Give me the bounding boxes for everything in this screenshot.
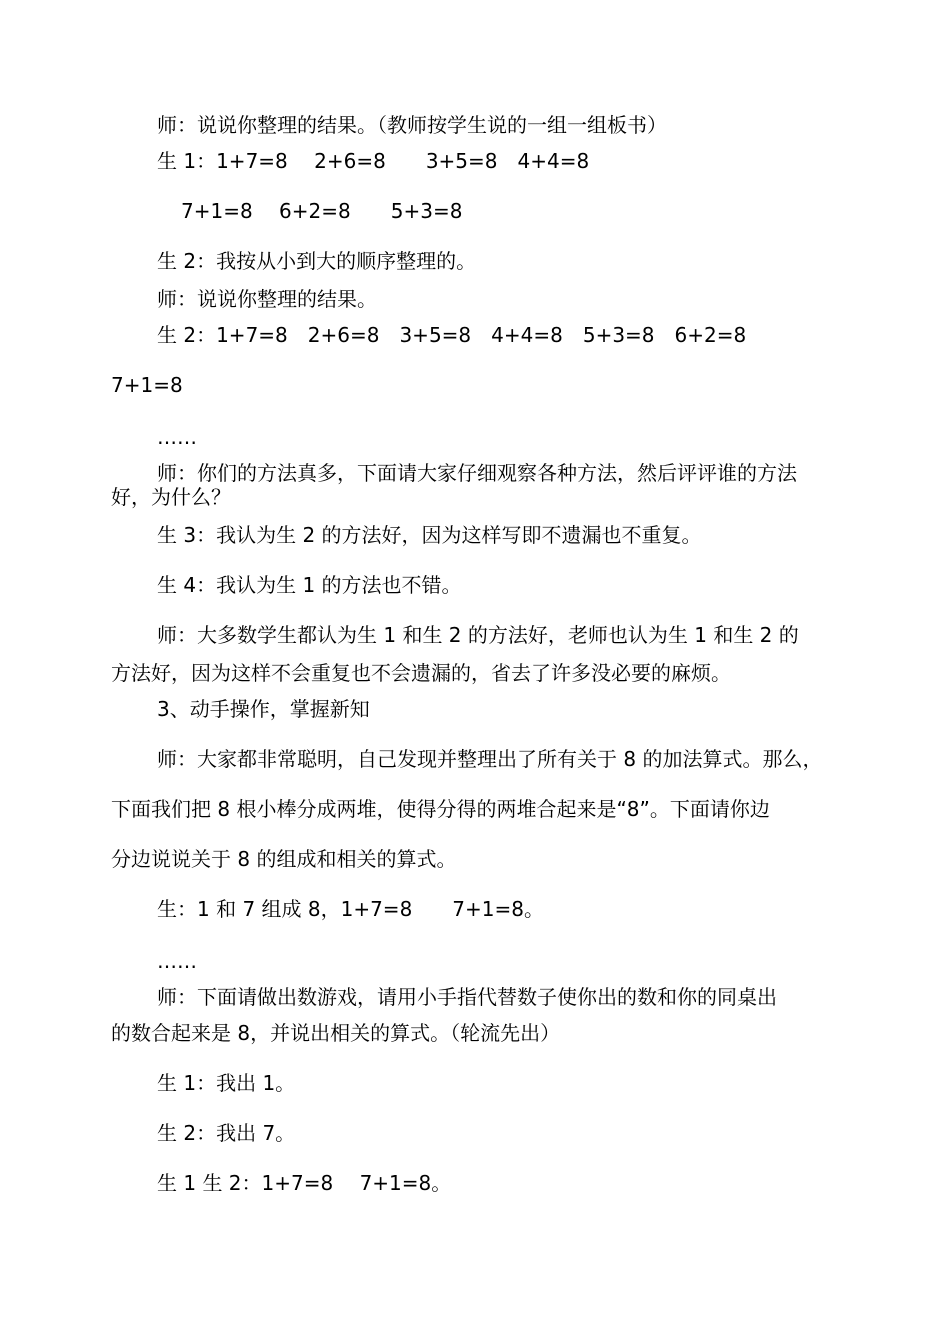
paragraph-line: 生 3：我认为生 2 的方法好，因为这样写即不遗漏也不重复。	[157, 523, 702, 547]
paragraph-line: 师：说说你整理的结果。（教师按学生说的一组一组板书）	[157, 113, 667, 137]
paragraph-line: 生 2：我按从小到大的顺序整理的。	[157, 249, 477, 273]
ellipsis-line: ……	[157, 949, 197, 973]
paragraph-line: 生 2：1+7=8 2+6=8 3+5=8 4+4=8 5+3=8 6+2=8	[157, 323, 747, 347]
paragraph-line: 方法好，因为这样不会重复也不会遗漏的，省去了许多没必要的麻烦。	[111, 661, 731, 685]
paragraph-line: 师：下面请做出数游戏，请用小手指代替数子使你出的数和你的同桌出	[157, 985, 777, 1009]
paragraph-line: 师：你们的方法真多，下面请大家仔细观察各种方法，然后评评谁的方法	[157, 461, 797, 485]
paragraph-line: 下面我们把 8 根小棒分成两堆，使得分得的两堆合起来是“8”。下面请你边	[111, 797, 770, 821]
paragraph-line: 分边说说关于 8 的组成和相关的算式。	[111, 847, 457, 871]
paragraph-line: 生 1：我出 1。	[157, 1071, 296, 1095]
paragraph-line: 生 1 生 2：1+7=8 7+1=8。	[157, 1171, 452, 1195]
section-heading: 3、动手操作，掌握新知	[157, 697, 370, 721]
paragraph-line: 生：1 和 7 组成 8，1+7=8 7+1=8。	[157, 897, 544, 921]
paragraph-line: 师：大家都非常聪明，自己发现并整理出了所有关于 8 的加法算式。那么，	[157, 747, 823, 771]
paragraph-line: 生 4：我认为生 1 的方法也不错。	[157, 573, 462, 597]
paragraph-line: 师：大多数学生都认为生 1 和生 2 的方法好，老师也认为生 1 和生 2 的	[157, 623, 799, 647]
paragraph-line: 7+1=8 6+2=8 5+3=8	[181, 199, 463, 223]
paragraph-line: 好，为什么？	[111, 485, 231, 509]
paragraph-line: 生 1：1+7=8 2+6=8 3+5=8 4+4=8	[157, 149, 590, 173]
paragraph-line: 生 2：我出 7。	[157, 1121, 296, 1145]
paragraph-line: 的数合起来是 8，并说出相关的算式。（轮流先出）	[111, 1021, 561, 1045]
paragraph-line: 师：说说你整理的结果。	[157, 287, 377, 311]
paragraph-line: 7+1=8	[111, 373, 183, 397]
ellipsis-line: ……	[157, 425, 197, 449]
